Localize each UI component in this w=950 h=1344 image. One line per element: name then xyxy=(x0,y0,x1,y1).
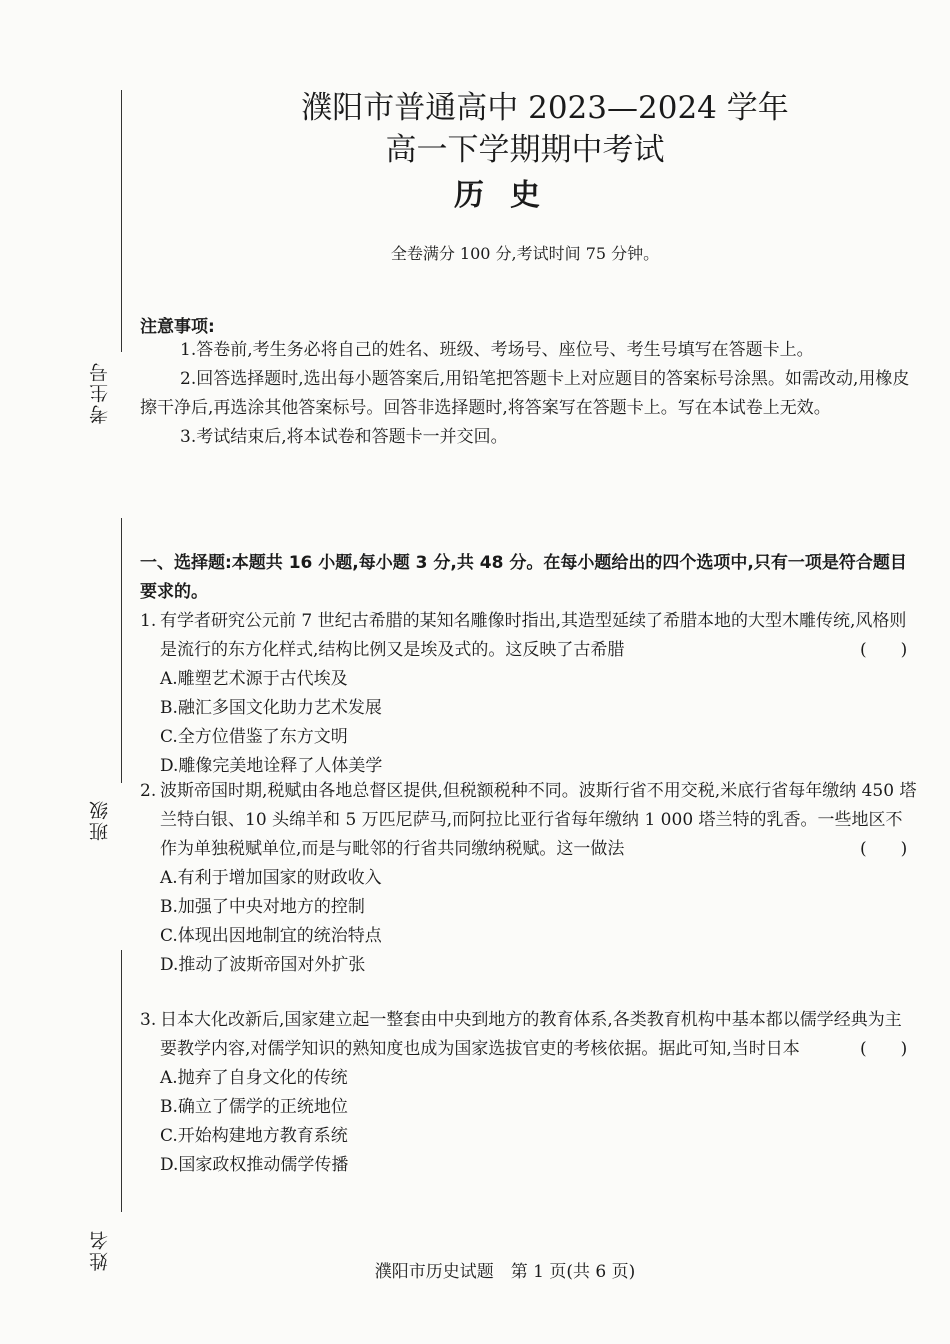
binding-line-middle xyxy=(121,518,122,783)
section-heading: 一、选择题:本题共 16 小题,每小题 3 分,共 48 分。在每小题给出的四个选项中,只有一项是符合题目要求的。 xyxy=(140,553,907,602)
option-a: A.有利于增加国家的财政收入 xyxy=(160,868,382,888)
question-stem xyxy=(140,777,918,864)
option-c: C.体现出因地制宜的统治特点 xyxy=(160,926,382,946)
subject-title: 历史 xyxy=(454,178,566,213)
question-1 xyxy=(140,607,918,781)
question-text: 波斯帝国时期,税赋由各地总督区提供,但税额税种不同。波斯行省不用交税,米底行省每年缴纳 450 塔兰特白银、10 头绵羊和 5 万匹尼萨马,而阿拉比亚行省每年缴纳 1 000 塔兰特的乳香。一些地区不作为单独税赋单位,而是与毗邻的行省共同缴纳税赋。这一做法 xyxy=(160,781,917,859)
question-number: 3. xyxy=(140,1010,157,1030)
answer-bracket: ( ) xyxy=(860,839,908,859)
question-2 xyxy=(140,777,918,980)
notice-item: 3.考试结束后,将本试卷和答题卡一并交回。 xyxy=(180,427,508,447)
question-stem xyxy=(140,607,918,665)
notice-item: 1.答卷前,考生务必将自己的姓名、班级、考场号、座位号、考生号填写在答题卡上。 xyxy=(180,340,814,360)
option-b: B.融汇多国文化助力艺术发展 xyxy=(160,698,382,718)
name-label: 姓名 xyxy=(89,1229,111,1271)
exam-number-label: 考生号 xyxy=(89,361,111,424)
exam-title-line2: 高一下学期期中考试 xyxy=(385,132,665,168)
question-3 xyxy=(140,1006,918,1180)
question-text: 有学者研究公元前 7 世纪古希腊的某知名雕像时指出,其造型延续了希腊本地的大型木雕传统,风格则是流行的东方化样式,结构比例又是埃及式的。这反映了古希腊 xyxy=(160,611,907,660)
option-a: A.抛弃了自身文化的传统 xyxy=(160,1068,348,1088)
question-stem xyxy=(140,1006,918,1064)
question-text: 日本大化改新后,国家建立起一整套由中央到地方的教育体系,各类教育机构中基本都以儒学经典为主要教学内容,对儒学知识的熟知度也成为国家选拔官吏的考核依据。据此可知,当时日本 xyxy=(160,1010,902,1059)
notice-title: 注意事项: xyxy=(140,317,215,337)
class-label: 班级 xyxy=(89,799,111,841)
option-c: C.开始构建地方教育系统 xyxy=(160,1126,348,1146)
answer-bracket: ( ) xyxy=(860,1039,908,1059)
option-d: D.雕像完美地诠释了人体美学 xyxy=(160,756,383,776)
option-a: A.雕塑艺术源于古代埃及 xyxy=(160,669,348,689)
question-number: 2. xyxy=(140,781,157,801)
option-b: B.加强了中央对地方的控制 xyxy=(160,897,365,917)
exam-title-line1: 濮阳市普通高中 2023—2024 学年 xyxy=(301,90,789,126)
binding-line-lower xyxy=(121,950,122,1212)
option-b: B.确立了儒学的正统地位 xyxy=(160,1097,348,1117)
option-d: D.推动了波斯帝国对外扩张 xyxy=(160,955,366,975)
page-footer: 濮阳市历史试题 第 1 页(共 6 页) xyxy=(374,1262,636,1282)
notice-list xyxy=(140,336,915,452)
option-d: D.国家政权推动儒学传播 xyxy=(160,1155,349,1175)
exam-meta: 全卷满分 100 分,考试时间 75 分钟。 xyxy=(390,244,660,263)
option-c: C.全方位借鉴了东方文明 xyxy=(160,727,348,747)
question-number: 1. xyxy=(140,611,157,631)
answer-bracket: ( ) xyxy=(860,640,908,660)
notice-item: 2.回答选择题时,选出每小题答案后,用铅笔把答题卡上对应题目的答案标号涂黑。如需改动,用橡皮擦干净后,再选涂其他答案标号。回答非选择题时,将答案写在答题卡上。写在本试卷上无效。 xyxy=(140,369,910,418)
